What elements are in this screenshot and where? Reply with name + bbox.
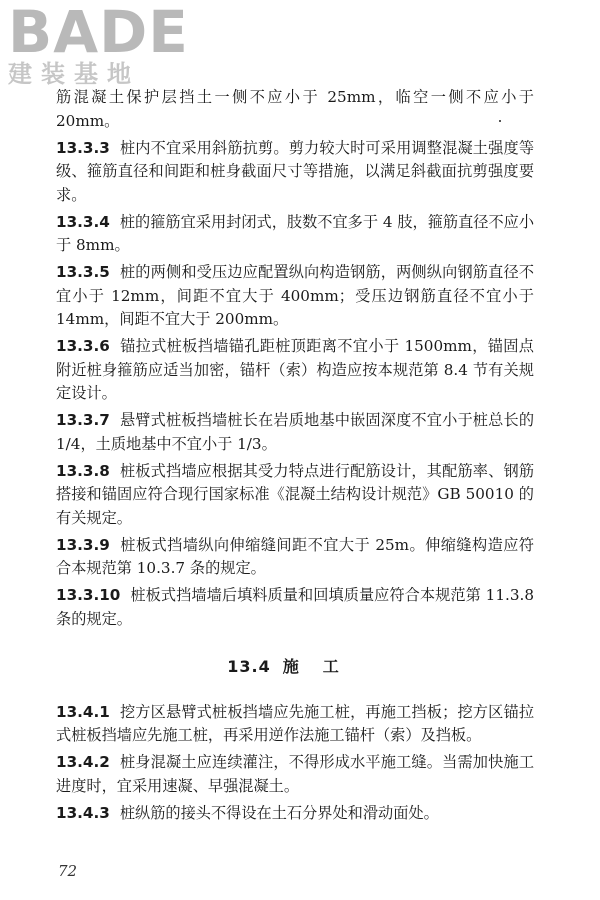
page-number: 72 [58, 862, 78, 880]
clause-text: 桩纵筋的接头不得设在土石分界处和滑动面处。 [119, 803, 439, 822]
clause-text: 桩板式挡墙墙后填料质量和回填质量应符合本规范第 11.3.8 条的规定。 [56, 586, 534, 628]
clause-number: 13.3.5 [56, 263, 110, 281]
clause-text: 悬臂式桩板挡墙桩长在岩质地基中嵌固深度不宜小于桩总长的 1/4，土质地基中不宜小于 1/3。 [56, 411, 534, 453]
clause-text: 桩的两侧和受压边应配置纵向构造钢筋，两侧纵向钢筋直径不宜小于 12mm，间距不宜大于 400mm；受压边钢筋直径不宜小于 14mm，间距不宜大于 200mm。 [56, 263, 534, 328]
clause-number: 13.4.1 [56, 702, 110, 721]
clause-paragraph [56, 137, 534, 208]
clause-text: 锚拉式桩板挡墙锚孔距桩顶距离不宜小于 1500mm，锚固点附近桩身箍筋应适当加密，锚杆（索）构造应按本规范第 8.4 节有关规定设计。 [56, 337, 534, 402]
clause-number: 13.3.7 [56, 411, 110, 429]
clause-number: 13.4.3 [56, 803, 110, 822]
clause-paragraph [56, 335, 534, 406]
clause-number: 13.3.6 [56, 337, 110, 355]
clause-number: 13.4.2 [56, 753, 110, 771]
clause-paragraph [56, 534, 534, 581]
section-number: 13.4 [227, 657, 271, 676]
clause-text: 挖方区悬臂式桩板挡墙应先施工桩，再施工挡板；挖方区锚拉式桩板挡墙应先施工桩，再采用逆作法施工锚杆（索）及挡板。 [56, 702, 534, 744]
section-name: 施工 [282, 657, 363, 676]
clauses-13-4 [56, 701, 534, 826]
logo-subtitle: 建装基地 [8, 60, 140, 88]
clause-text: 桩的箍筋宜采用封闭式，肢数不宜多于 4 肢，箍筋直径不应小于 8mm。 [56, 212, 535, 254]
clause-paragraph [56, 584, 534, 631]
clause-paragraph [56, 409, 534, 456]
clause-paragraph [56, 86, 534, 133]
logo [8, 0, 189, 90]
clauses-13-3 [56, 86, 534, 631]
clause-number: 13.3.9 [56, 535, 110, 554]
section-title [56, 655, 534, 679]
clause-paragraph [56, 802, 534, 826]
clause-text: 筋混凝土保护层挡土一侧不应小于 25mm，临空一侧不应小于 20mm。 [56, 88, 534, 130]
clause-number: 13.3.10 [56, 586, 121, 604]
logo-brand: BADE [8, 0, 189, 66]
clause-text: 桩身混凝土应连续灌注，不得形成水平施工缝。当需加快施工进度时，宜采用速凝、早强混凝土。 [56, 753, 534, 795]
clause-number: 13.3.4 [56, 212, 110, 231]
clause-paragraph [56, 261, 534, 332]
clause-number: 13.3.8 [56, 461, 110, 480]
clause-paragraph [56, 751, 534, 798]
clause-paragraph [56, 701, 534, 748]
clause-text: 桩板式挡墙应根据其受力特点进行配筋设计，其配筋率、钢筋搭接和锚固应符合现行国家标准《混凝土结构设计规范》GB 50010 的有关规定。 [56, 461, 534, 527]
clause-paragraph [56, 460, 534, 531]
clause-paragraph [56, 211, 534, 258]
clause-number: 13.3.3 [56, 138, 110, 157]
clause-text: 桩板式挡墙纵向伸缩缝间距不宜大于 25m。伸缩缝构造应符合本规范第 10.3.7 条的规定。 [56, 535, 534, 577]
clause-text: 桩内不宜采用斜筋抗剪。剪力较大时可采用调整混凝土强度等级、箍筋直径和间距和桩身截面尺寸等措施，以满足斜截面抗剪强度要求。 [56, 138, 534, 204]
document-body [56, 86, 534, 825]
